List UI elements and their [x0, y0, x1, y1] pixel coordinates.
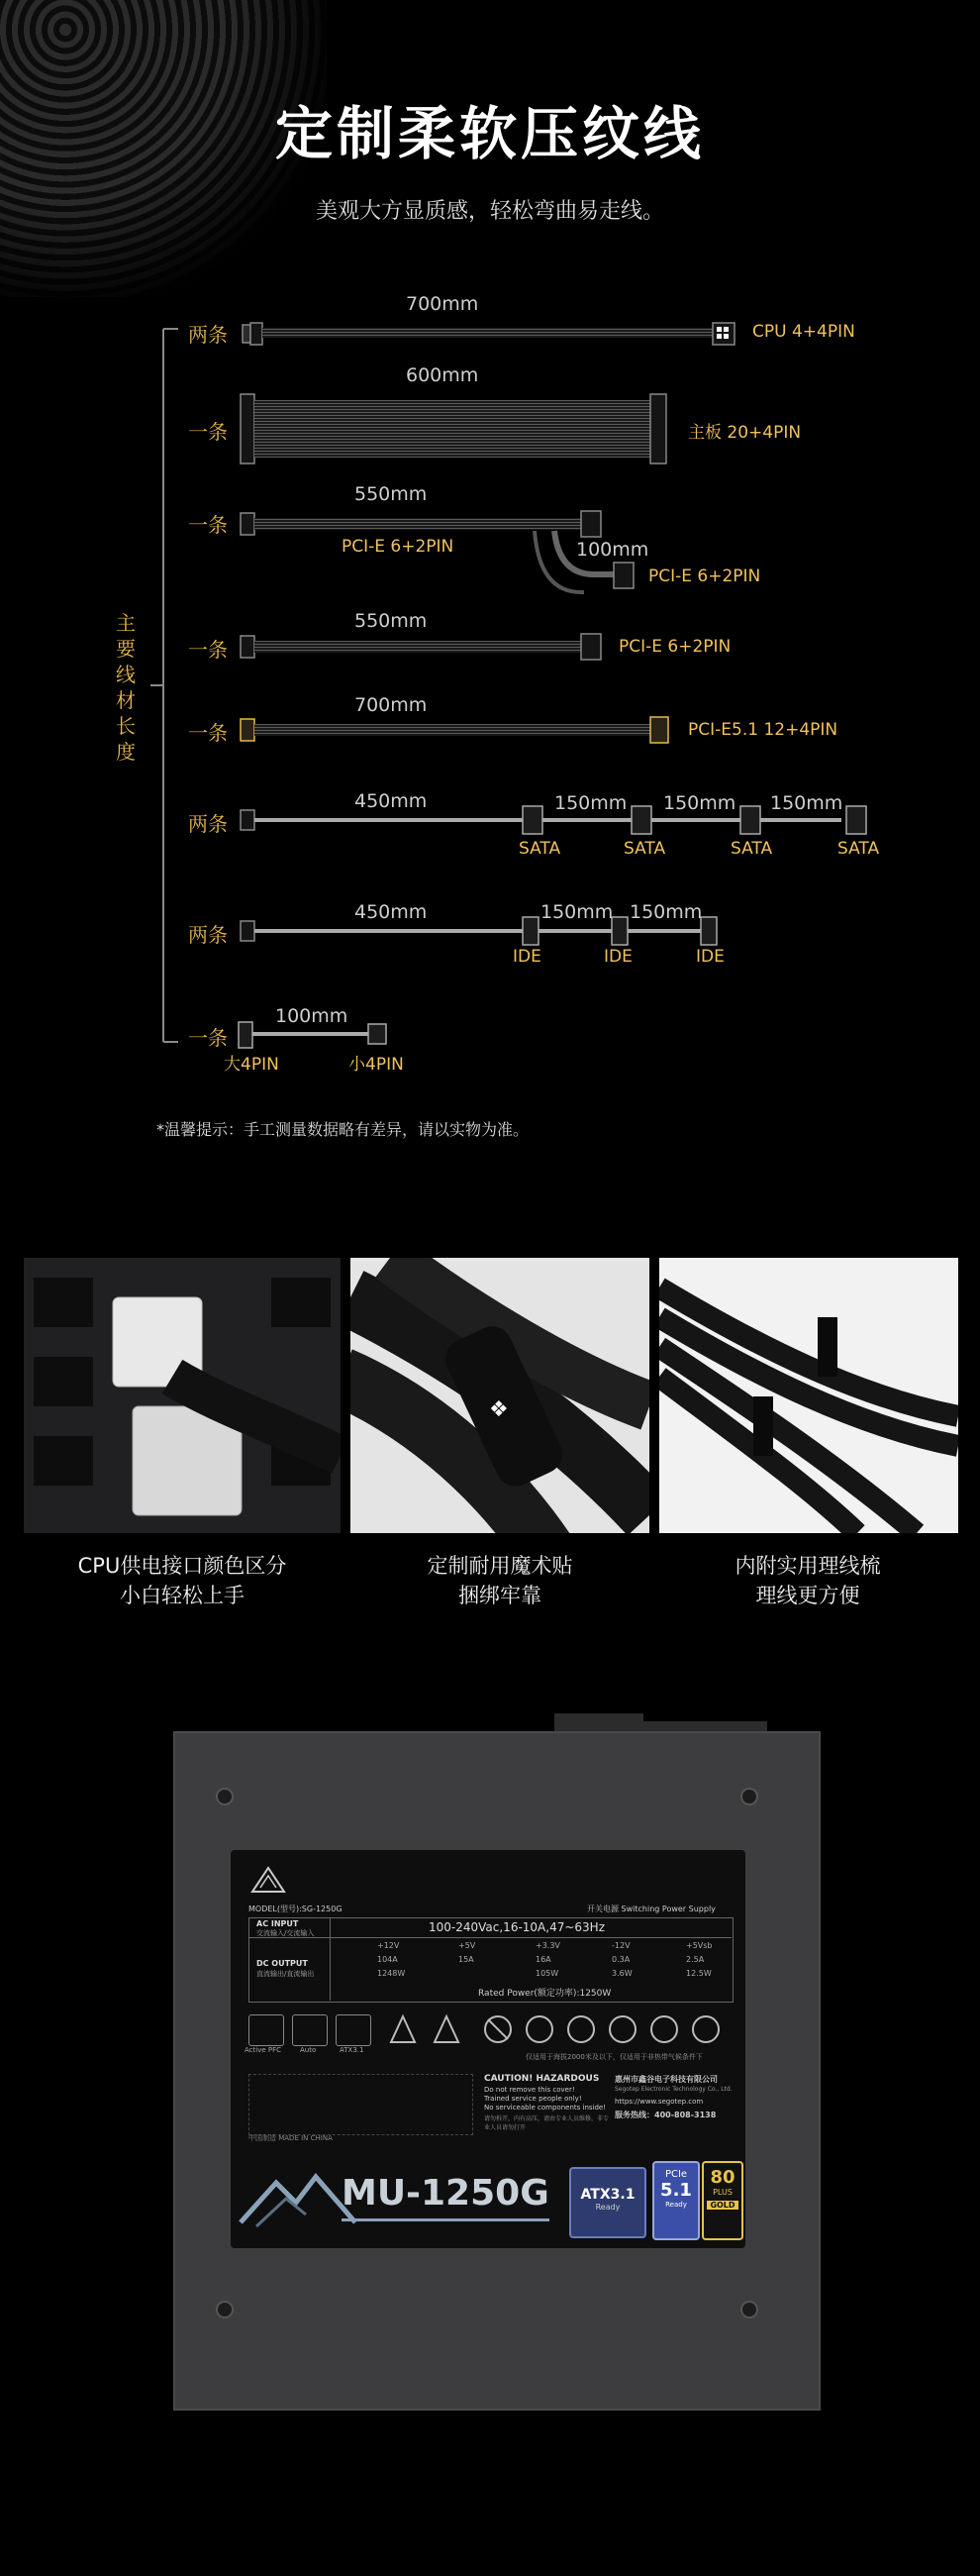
active-pfc-icon	[248, 2014, 284, 2046]
screw	[740, 1788, 758, 1805]
segotep-logo	[248, 1862, 288, 1898]
length-label: 450mm	[354, 901, 428, 923]
model-underline	[342, 2218, 549, 2221]
icon-caption: Active PFC	[245, 2046, 282, 2054]
feature-caption: 内附实用理线梳 理线更方便	[735, 1554, 881, 1607]
amp: 16A	[536, 1955, 551, 1964]
length-label: 700mm	[354, 694, 428, 716]
amp: 0.3A	[612, 1955, 631, 1964]
amp: 15A	[458, 1955, 474, 1964]
rail: +5Vsb	[686, 1941, 713, 1950]
plug-label: IDE	[604, 947, 633, 967]
certification-icons	[389, 2012, 726, 2048]
atx-icon	[336, 2014, 371, 2046]
ac-input-value: 100-240Vac,16-10A,47~63Hz	[429, 1920, 605, 1934]
length-label: 600mm	[406, 364, 479, 386]
connector-label: PCI-E5.1 12+4PIN	[688, 720, 838, 740]
branch-connector-label: PCI-E 6+2PIN	[648, 567, 761, 586]
length-label: 550mm	[354, 483, 428, 505]
plug-label: 大4PIN	[224, 1055, 279, 1075]
length-label: 550mm	[354, 610, 428, 632]
dc-output-label: DC OUTPUT	[256, 1959, 308, 1968]
qty-label: 一条	[188, 420, 228, 444]
segment-length-label: 150mm	[554, 792, 628, 814]
icon-caption: Auto	[300, 2046, 317, 2054]
svg-text:❖: ❖	[489, 1397, 509, 1422]
plug-label: SATA	[519, 839, 561, 859]
connector-label: PCI-E 6+2PIN	[619, 637, 732, 657]
caution-cn: 请勿拆开，内有高压，请由专业人员维修，非专业人员请勿打开	[484, 2115, 610, 2131]
screw	[216, 2301, 234, 2318]
length-label: 450mm	[354, 790, 428, 812]
divider	[330, 1917, 331, 2001]
pcie51-badge: PCIe 5.1 Ready	[652, 2161, 700, 2240]
divider	[248, 1937, 732, 1938]
rail: +5V	[458, 1941, 476, 1950]
watt: 105W	[536, 1969, 559, 1978]
watt: 3.6W	[612, 1969, 633, 1978]
altitude-note: 仅适用于海拔2000米及以下，仅适用于非热带气候条件下	[526, 2053, 703, 2061]
type-line: 开关电源 Switching Power Supply	[587, 1905, 716, 1913]
main-cable-length-label: 主 要 线 材 长 度	[116, 611, 136, 764]
length-label: 100mm	[275, 1005, 348, 1027]
blank-area	[248, 2074, 473, 2135]
model-name: MU-1250G	[342, 2173, 549, 2214]
website: https://www.segotep.com	[615, 2098, 704, 2106]
branch-length-label: 100mm	[576, 539, 649, 561]
dc-output-cn: 直流输出/直流输出	[256, 1970, 315, 1978]
feature-caption: 定制耐用魔术贴 捆绑牢靠	[427, 1554, 573, 1607]
page-title: 定制柔软压纹线	[274, 100, 705, 167]
photo-cable-comb	[659, 1258, 958, 1533]
qty-label: 一条	[188, 638, 228, 662]
segment-length-label: 150mm	[630, 901, 703, 923]
connector-label: PCI-E 6+2PIN	[342, 537, 454, 557]
photo-velcro-strap	[350, 1258, 649, 1533]
psu-spec-label	[231, 1850, 745, 2248]
rail: -12V	[612, 1941, 631, 1950]
watt: 12.5W	[686, 1969, 712, 1978]
rail: +12V	[377, 1941, 400, 1950]
hotline: 服务热线：400-808-3138	[615, 2111, 717, 2119]
amp: 2.5A	[686, 1955, 705, 1964]
page-subtitle: 美观大方显质感，轻松弯曲易走线。	[315, 199, 664, 224]
cable-diagram	[0, 277, 980, 1089]
ac-input-cn: 交流输入/交流输入	[256, 1929, 315, 1937]
qty-label: 两条	[188, 923, 228, 947]
qty-label: 一条	[188, 513, 228, 537]
company-en: Segotep Electronic Technology Co., Ltd.	[615, 2086, 733, 2093]
auto-icon	[292, 2014, 328, 2046]
caution-line: Trained service people only!	[484, 2095, 582, 2103]
plug-label: 小4PIN	[348, 1055, 404, 1075]
screw	[216, 1788, 234, 1805]
plug-label: SATA	[731, 839, 773, 859]
atx31-badge: ATX3.1 Ready	[569, 2167, 646, 2238]
plug-label: IDE	[513, 947, 541, 967]
connector-label: 主板 20+4PIN	[688, 423, 802, 443]
segment-length-label: 150mm	[663, 792, 736, 814]
feature-caption: CPU供电接口颜色区分 小白轻松上手	[77, 1554, 287, 1607]
plug-label: SATA	[624, 839, 666, 859]
screw	[740, 2301, 758, 2318]
length-label: 700mm	[406, 293, 479, 315]
connector-label: CPU 4+4PIN	[752, 322, 855, 342]
cable-cpu	[243, 323, 735, 345]
cable-pcie	[241, 634, 601, 660]
segment-length-label: 150mm	[770, 792, 843, 814]
qty-label: 两条	[188, 812, 228, 836]
plug-label: IDE	[696, 947, 725, 967]
length-bracket	[150, 329, 178, 1042]
company-cn: 惠州市鑫谷电子科技有限公司	[615, 2075, 718, 2084]
rated-power: Rated Power(额定功率):1250W	[478, 1989, 612, 1999]
caution-line: Do not remove this cover!	[484, 2086, 575, 2094]
cable-pcie51	[241, 717, 668, 743]
amp: 104A	[377, 1955, 398, 1964]
qty-label: 一条	[188, 721, 228, 745]
qty-label: 一条	[188, 1026, 228, 1050]
model-line: MODEL(型号):SG-1250G	[248, 1905, 343, 1913]
ac-input-label: AC INPUT	[256, 1919, 299, 1928]
plug-label: SATA	[837, 839, 880, 859]
rail: +3.3V	[536, 1941, 560, 1950]
qty-label: 两条	[188, 323, 228, 347]
segment-length-label: 150mm	[540, 901, 614, 923]
80plus-gold-badge: 80 PLUS GOLD	[702, 2161, 743, 2240]
made-in: 中国制造 MADE IN CHINA	[248, 2134, 333, 2142]
watt: 1248W	[377, 1969, 406, 1978]
measurement-note: *温馨提示：手工测量数据略有差异，请以实物为准。	[156, 1120, 530, 1139]
icon-caption: ATX3.1	[340, 2046, 364, 2054]
caution-title: CAUTION! HAZARDOUS	[484, 2074, 600, 2084]
caution-line: No serviceable components inside!	[484, 2104, 607, 2112]
photo-cpu-connector	[24, 1258, 341, 1533]
cable-mainboard	[241, 394, 666, 464]
